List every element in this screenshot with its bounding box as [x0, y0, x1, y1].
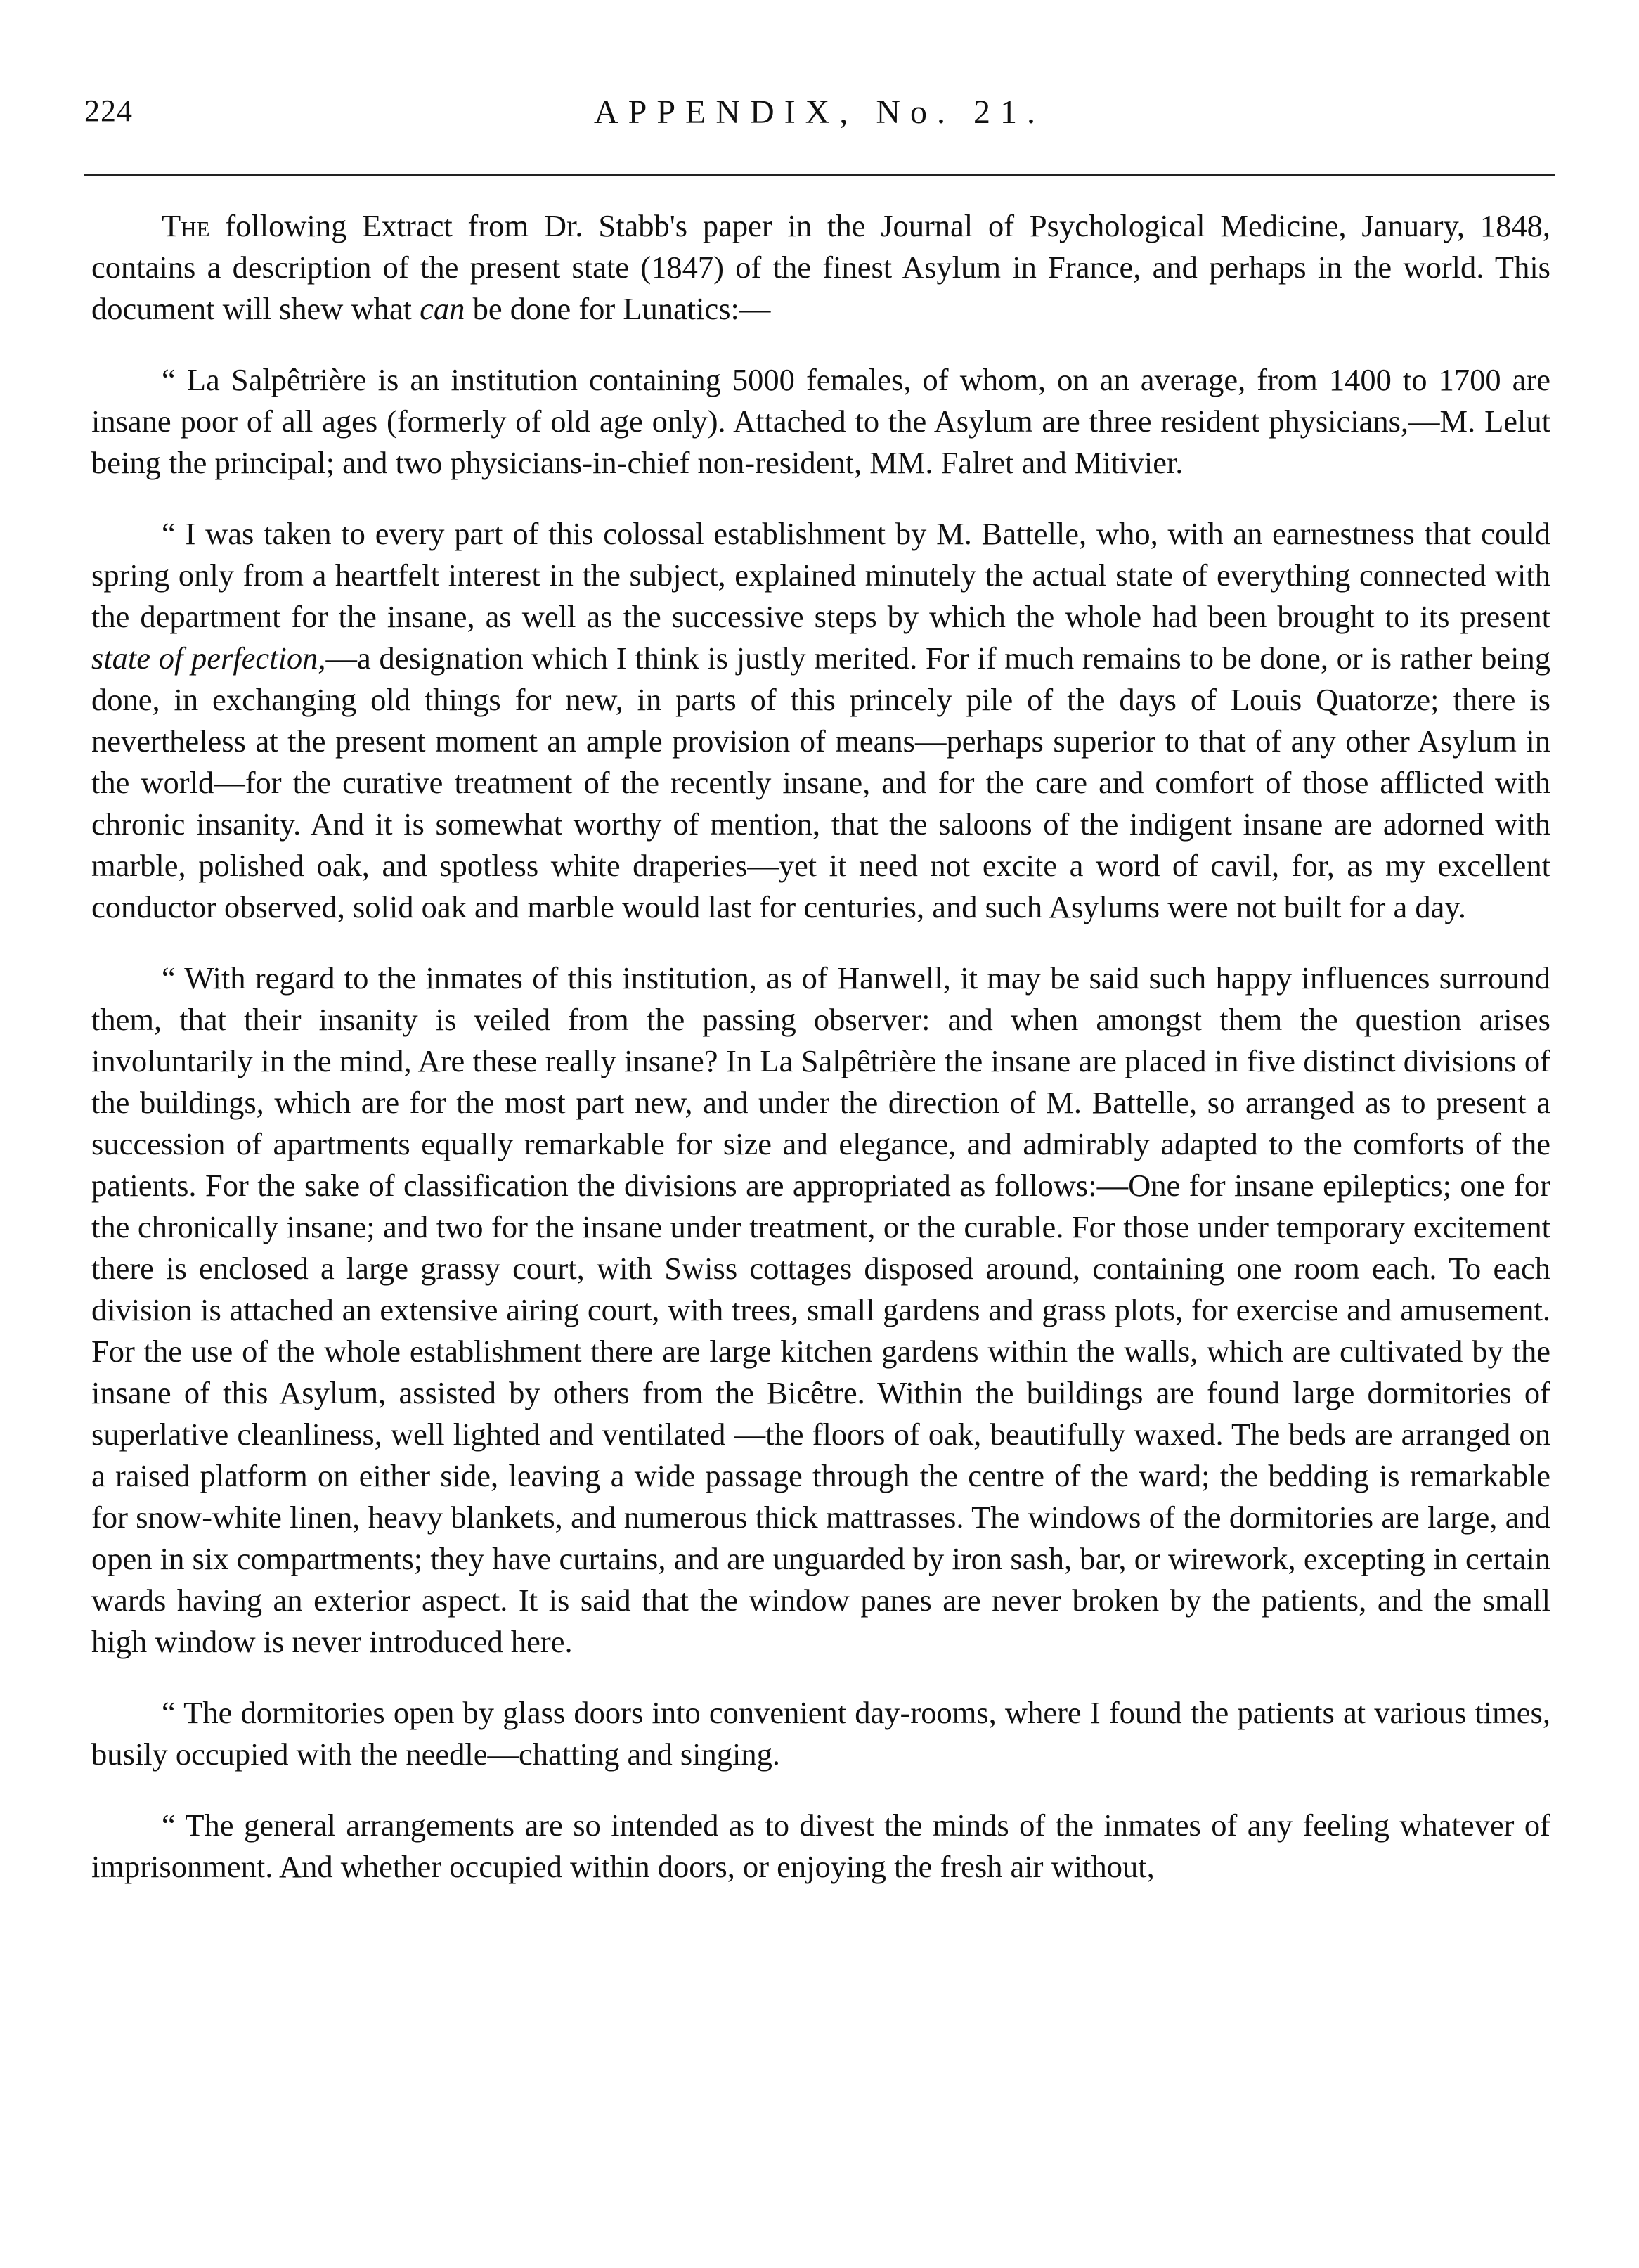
paragraph-dormitories: “ The dormitories open by glass doors into convenient day-rooms, where I found the patients at various times, busily occupied with the needle—chatting and singing.	[91, 1695, 1550, 1772]
page-number: 224	[84, 94, 133, 128]
paragraph-emphasis: state of perfection,	[91, 640, 326, 676]
page-header	[84, 93, 1555, 142]
paragraph-text-tail: —a designation which I think is justly merited. For if much remains to be done, or is rather being done, in exchanging old things for new, in parts of this princely pile of the days of Louis Quatorze; there is nevertheless at the present moment an ample provision of means—perhaps superior to that of any other Asylum in the world—for the curative treatment of the recently insane, and for the care and comfort of those afflicted with chronic insanity. And it is somewhat worthy of mention, that the saloons of the indigent insane are adorned with marble, polished oak, and spotless white draperies—yet it need not excite a word of cavil, for, as my excellent conductor observed, solid oak and marble would last for centuries, and such Asylums were not built for a day.	[91, 640, 1550, 924]
running-head: APPENDIX, No. 21.	[593, 94, 1045, 131]
paragraph-lead-word: The	[162, 208, 210, 243]
paragraph-salpetriere: “ La Salpêtrière is an institution containing 5000 females, of whom, on an average, from 1400 to 1700 are insane poor of all ages (formerly of old age only). Attached to the Asylum are three resident physicians,—M. Lelut being the principal; and two physicians-in-chief non-resident, MM. Falret and Mitivier.	[91, 362, 1550, 480]
paragraph-arrangements: “ The general arrangements are so intended as to divest the minds of the inmates of any feeling whatever of imprisonment. And whether occupied within doors, or enjoying the fresh air without,	[91, 1808, 1550, 1884]
body-text	[91, 205, 1550, 1888]
paragraph-text-tail: be done for Lunatics:—	[465, 291, 771, 326]
paragraph-inmates: “ With regard to the inmates of this institution, as of Hanwell, it may be said such happy influences surround them, that their insanity is veiled from the passing observer: and when amongst them the question arises involuntarily in the mind, Are these really insane? In La Salpêtrière the insane are placed in five distinct divisions of the buildings, which are for the most part new, and under the direction of M. Battelle, so arranged as to present a succession of apartments equally remarkable for size and elegance, and admirably adapted to the comforts of the patients. For the sake of classification the divisions are appropriated as follows:—One for insane epileptics; one for the chronically insane; and two for the insane under treatment, or the curable. For those under temporary excitement there is enclosed a large grassy court, with Swiss cottages disposed around, containing one room each. To each division is attached an extensive airing court, with trees, small gardens and grass plots, for exercise and amusement. For the use of the whole establishment there are large kitchen gardens within the walls, which are cultivated by the insane of this Asylum, assisted by others from the Bicêtre. Within the buildings are found large dormitories of superlative cleanliness, well lighted and ventilated —the floors of oak, beautifully waxed. The beds are arranged on a raised platform on either side, leaving a wide passage through the centre of the ward; the bedding is remarkable for snow-white linen, heavy blankets, and numerous thick mattrasses. The windows of the dormitories are large, and open in six compartments; they have curtains, and are unguarded by iron sash, bar, or wirework, excepting in certain wards having an exterior aspect. It is said that the window panes are never broken by the patients, and the small high window is never introduced here.	[91, 960, 1550, 1659]
paragraph-emphasis: can	[420, 291, 465, 326]
paragraph-battelle	[91, 513, 1550, 928]
paragraph-text: “ I was taken to every part of this colossal establishment by M. Battelle, who, with an earnestness that could spring only from a heartfelt interest in the subject, explained minutely the actual state of everything connected with the department for the insane, as well as the successive steps by which the whole had been brought to its present	[91, 516, 1550, 634]
paragraph-intro	[91, 205, 1550, 330]
header-rule	[84, 174, 1555, 176]
paragraph-text: following Extract from Dr. Stabb's paper in the Journal of Psychological Medicine, January, 1848, contains a description of the present state (1847) of the finest Asylum in France, and perhaps in the world. This document will shew what	[91, 208, 1550, 326]
